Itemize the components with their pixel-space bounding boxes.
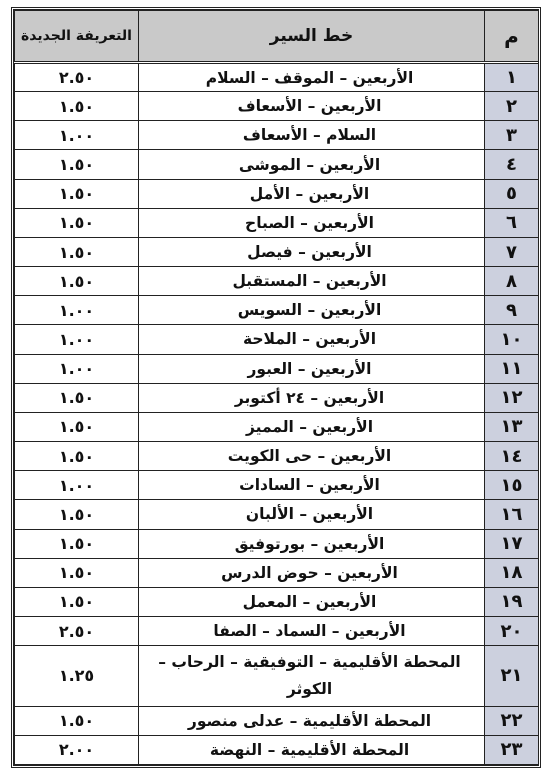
route-cell: الأربعين – العبور xyxy=(139,354,485,383)
row-number: ٢٠ xyxy=(485,616,539,645)
route-cell: الأربعين – السماد – الصفا xyxy=(139,616,485,645)
fare-cell: ١.٥٠ xyxy=(15,237,139,266)
table-row xyxy=(15,587,539,616)
table-row xyxy=(15,121,539,150)
fare-cell: ١.٠٠ xyxy=(15,471,139,500)
fare-cell: ٢.٥٠ xyxy=(15,616,139,645)
table-row xyxy=(15,646,539,707)
route-cell: الأربعين – المميز xyxy=(139,412,485,441)
route-cell: المحطة الأقليمية – التوفيقية – الرحاب – الكوثر xyxy=(139,646,485,707)
table-row xyxy=(15,63,539,92)
table-row xyxy=(15,558,539,587)
fare-cell: ١.٥٠ xyxy=(15,208,139,237)
row-number: ٢ xyxy=(485,92,539,121)
fare-cell: ١.٠٠ xyxy=(15,121,139,150)
route-cell: الأربعين – السادات xyxy=(139,471,485,500)
table-row xyxy=(15,237,539,266)
table-row xyxy=(15,150,539,179)
fare-table xyxy=(14,10,539,765)
table-row xyxy=(15,325,539,354)
fare-cell: ٢.٠٠ xyxy=(15,735,139,764)
route-cell: الأربعين – ٢٤ أكتوبر xyxy=(139,383,485,412)
row-number: ١٤ xyxy=(485,442,539,471)
row-number: ١٢ xyxy=(485,383,539,412)
fare-cell: ١.٥٠ xyxy=(15,442,139,471)
table-row xyxy=(15,706,539,735)
fare-cell: ١.٥٠ xyxy=(15,383,139,412)
route-cell: الأربعين – السويس xyxy=(139,296,485,325)
row-number: ١ xyxy=(485,63,539,92)
route-cell: الأربعين – حوض الدرس xyxy=(139,558,485,587)
table-row xyxy=(15,354,539,383)
fare-cell: ١.٥٠ xyxy=(15,706,139,735)
fare-cell: ١.٠٠ xyxy=(15,325,139,354)
table-row xyxy=(15,412,539,441)
fare-cell: ١.٠٠ xyxy=(15,296,139,325)
fare-cell: ١.٥٠ xyxy=(15,529,139,558)
table-row xyxy=(15,529,539,558)
fare-cell: ٢.٥٠ xyxy=(15,63,139,92)
row-number: ١٠ xyxy=(485,325,539,354)
table-row xyxy=(15,735,539,764)
route-cell: الأربعين – الأسعاف xyxy=(139,92,485,121)
table-row xyxy=(15,92,539,121)
fare-cell: ١.٥٠ xyxy=(15,150,139,179)
row-number: ١٣ xyxy=(485,412,539,441)
route-cell: الأربعين – الموقف – السلام xyxy=(139,63,485,92)
table-row xyxy=(15,267,539,296)
route-cell: الأربعين – الألبان xyxy=(139,500,485,529)
table-header-row xyxy=(15,11,539,63)
row-number: ٣ xyxy=(485,121,539,150)
row-number: ٥ xyxy=(485,179,539,208)
row-number: ١٨ xyxy=(485,558,539,587)
fare-cell: ١.٥٠ xyxy=(15,558,139,587)
row-number: ١٧ xyxy=(485,529,539,558)
row-number: ١١ xyxy=(485,354,539,383)
table-row xyxy=(15,179,539,208)
fare-cell: ١.٥٠ xyxy=(15,500,139,529)
fare-cell: ١.٥٠ xyxy=(15,267,139,296)
route-cell: الأربعين – المستقبل xyxy=(139,267,485,296)
row-number: ١٦ xyxy=(485,500,539,529)
table-body xyxy=(15,63,539,765)
route-cell: الأربعين – حى الكويت xyxy=(139,442,485,471)
route-cell: الأربعين – الأمل xyxy=(139,179,485,208)
table-row xyxy=(15,296,539,325)
fare-cell: ١.٥٠ xyxy=(15,92,139,121)
row-number: ٧ xyxy=(485,237,539,266)
fare-table-document xyxy=(11,7,541,768)
fare-cell: ١.٥٠ xyxy=(15,179,139,208)
row-number: ٨ xyxy=(485,267,539,296)
row-number: ٤ xyxy=(485,150,539,179)
table-row xyxy=(15,500,539,529)
row-number: ٢١ xyxy=(485,646,539,707)
table-row xyxy=(15,471,539,500)
route-cell: المحطة الأقليمية – النهضة xyxy=(139,735,485,764)
row-number: ٢٣ xyxy=(485,735,539,764)
row-number: ١٩ xyxy=(485,587,539,616)
fare-cell: ١.٥٠ xyxy=(15,587,139,616)
route-cell: الأربعين – الملاحة xyxy=(139,325,485,354)
fare-cell: ١.٥٠ xyxy=(15,412,139,441)
route-cell: المحطة الأقليمية – عدلى منصور xyxy=(139,706,485,735)
table-row xyxy=(15,442,539,471)
row-number: ٦ xyxy=(485,208,539,237)
route-cell: الأربعين – فيصل xyxy=(139,237,485,266)
column-header-fare: التعريفة الجديدة xyxy=(15,11,139,63)
row-number: ٩ xyxy=(485,296,539,325)
table-row xyxy=(15,616,539,645)
route-cell: الأربعين – الصباح xyxy=(139,208,485,237)
route-cell: الأربعين – الموشى xyxy=(139,150,485,179)
route-cell: الأربعين – المعمل xyxy=(139,587,485,616)
row-number: ٢٢ xyxy=(485,706,539,735)
fare-cell: ١.٠٠ xyxy=(15,354,139,383)
row-number: ١٥ xyxy=(485,471,539,500)
table-row xyxy=(15,208,539,237)
route-cell: الأربعين – بورتوفيق xyxy=(139,529,485,558)
column-header-route: خط السير xyxy=(139,11,485,63)
column-header-number: م xyxy=(485,11,539,63)
fare-cell: ١.٢٥ xyxy=(15,646,139,707)
route-cell: السلام – الأسعاف xyxy=(139,121,485,150)
table-row xyxy=(15,383,539,412)
